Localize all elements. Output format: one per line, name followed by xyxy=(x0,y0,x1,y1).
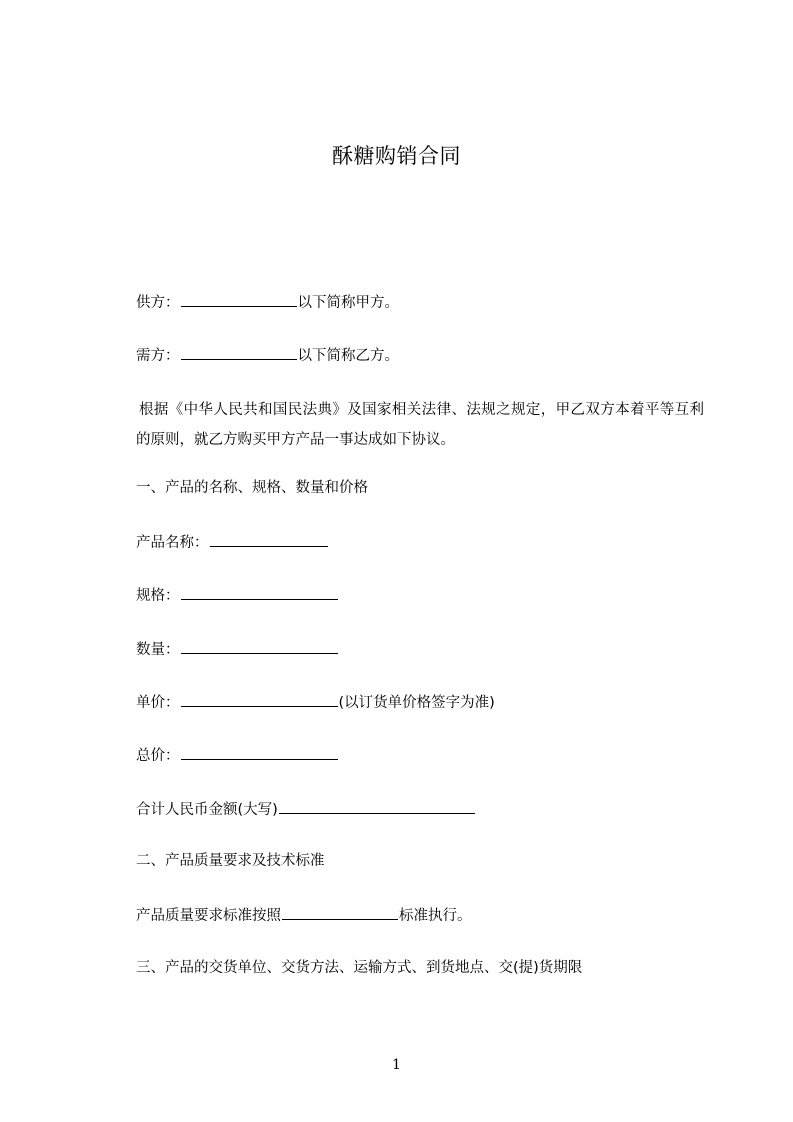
product-name-blank[interactable] xyxy=(210,530,328,547)
spec-blank[interactable] xyxy=(181,583,338,600)
amount-blank[interactable] xyxy=(279,797,475,814)
buyer-line xyxy=(136,343,399,367)
supplier-label: 供方： xyxy=(136,295,180,311)
page-title: 酥糖购销合同 xyxy=(332,144,461,168)
preamble-paragraph: 根据《中华人民共和国民法典》及国家相关法律、法规之规定，甲乙双方本着平等互利的原则，就乙方购买甲方产品一事达成如下协议。 xyxy=(136,402,704,448)
section3-heading: 三、产品的交货单位、交货方法、运输方式、到货地点、交(提)货期限 xyxy=(136,960,583,976)
page-number: 1 xyxy=(392,1057,401,1073)
buyer-label: 需方： xyxy=(136,348,180,364)
product-name-label: 产品名称： xyxy=(136,535,209,551)
spec-line xyxy=(136,583,339,607)
product-name-line xyxy=(136,530,329,554)
supplier-line xyxy=(136,290,399,314)
amount-label: 合计人民币金额(大写) xyxy=(136,802,278,818)
total-price-blank[interactable] xyxy=(181,743,338,760)
quality-standard-suffix: 标准执行。 xyxy=(399,908,472,924)
spec-label: 规格： xyxy=(136,588,180,604)
quality-standard-blank[interactable] xyxy=(282,903,398,920)
quantity-blank[interactable] xyxy=(181,637,338,654)
buyer-suffix: 以下简称乙方。 xyxy=(297,348,399,364)
supplier-blank[interactable] xyxy=(181,290,297,307)
quality-standard-line xyxy=(136,903,472,927)
section1-heading: 一、产品的名称、规格、数量和价格 xyxy=(136,480,368,496)
supplier-suffix: 以下简称甲方。 xyxy=(297,295,399,311)
unit-price-label: 单价： xyxy=(136,695,180,711)
unit-price-blank[interactable] xyxy=(181,690,338,707)
unit-price-note: (以订货单价格签字为准) xyxy=(338,695,495,711)
unit-price-line xyxy=(136,690,495,714)
quality-standard-prefix: 产品质量要求标准按照 xyxy=(136,908,281,924)
quantity-line xyxy=(136,637,339,661)
section2-heading: 二、产品质量要求及技术标准 xyxy=(136,853,325,869)
total-price-label: 总价： xyxy=(136,748,180,764)
quantity-label: 数量： xyxy=(136,642,180,658)
total-price-line xyxy=(136,743,339,767)
amount-line xyxy=(136,797,476,821)
buyer-blank[interactable] xyxy=(181,343,297,360)
